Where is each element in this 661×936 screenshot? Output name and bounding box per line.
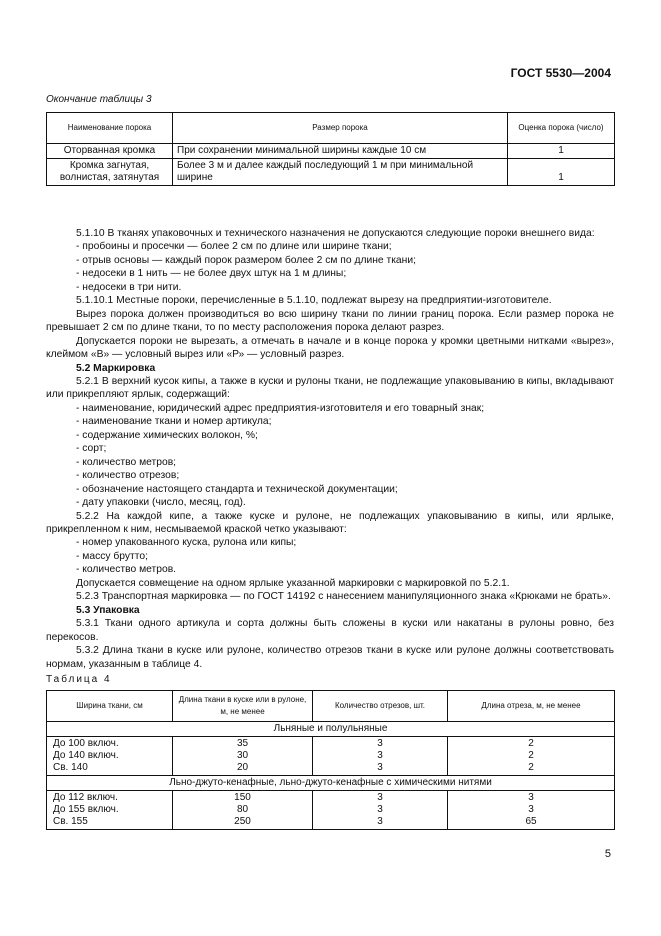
paragraph: 5.3.1 Ткани одного артикула и сорта должны быть сложены в куски или накатаны в рулоны ровно, без перекосов.: [46, 618, 614, 643]
length-value: 20: [236, 762, 249, 773]
table-header-row: [47, 113, 615, 144]
list-item: - недосеки в три нити.: [76, 281, 182, 293]
list-item: - содержание химических волокон, %;: [76, 429, 258, 441]
list-item: - количество метров.: [76, 564, 177, 576]
cut-length-cell: [448, 791, 615, 830]
column-header: Количество отрезов, шт.: [313, 691, 448, 722]
column-header: Оценка порока (число): [508, 113, 615, 144]
group-title: Льно-джуто-кенафные, льно-джуто-кенафные с химическими нитями: [47, 776, 615, 791]
length-cell: [173, 791, 313, 830]
paragraph: 5.1.10.1 Местные пороки, перечисленные в 5.1.10, подлежат вырезу на предприятии-изготовителе.: [76, 295, 552, 307]
body-text: [46, 227, 614, 671]
table-row: [47, 737, 615, 776]
width-value: До 100 включ.: [53, 738, 119, 749]
page-number: 5: [604, 848, 611, 860]
table4-caption: Таблица 4: [46, 674, 112, 685]
list-item: - отрыв основы — каждый порок размером более 2 см по длине ткани;: [76, 254, 416, 266]
list-item: - обозначение настоящего стандарта и технической документации;: [76, 483, 398, 495]
paragraph: 5.2.3 Транспортная маркировка — по ГОСТ 14192 с нанесением манипуляционного знака «Крюками не брать».: [76, 591, 611, 603]
group-title: Льняные и полульняные: [47, 722, 615, 737]
width-value: До 112 включ.: [53, 792, 118, 803]
column-header: Размер порока: [173, 113, 508, 144]
cuts-value: 3: [377, 792, 383, 803]
cuts-cell: [313, 791, 448, 830]
list-item: - пробоины и просечки — более 2 см по длине или ширине ткани;: [76, 241, 392, 253]
list-item: - массу брутто;: [76, 550, 148, 562]
defect-size: Более 3 м и далее каждый последующий 1 м при минимальной ширине: [173, 159, 508, 186]
list-item: - наименование, юридический адрес предприятия-изготовителя и его товарный знак;: [76, 402, 485, 414]
length-value: 150: [234, 792, 251, 803]
cuts-value: 3: [377, 804, 383, 815]
cuts-value: 3: [377, 750, 383, 761]
list-item: - дату упаковки (число, месяц, год).: [76, 497, 246, 509]
width-value: Св. 140: [53, 762, 88, 773]
length-value: 80: [236, 804, 249, 815]
paragraph: Допускается пороки не вырезать, а отмечать в начале и в конце порока у кромки цветными нитками «вырез», клеймом «В» — условный вырез или «Р» — условный разрез.: [46, 335, 614, 361]
width-value: До 155 включ.: [53, 804, 119, 815]
table3-caption: Окончание таблицы 3: [46, 94, 152, 105]
list-item: - количество отрезов;: [76, 470, 180, 482]
list-item: - количество метров;: [76, 456, 177, 468]
group-row: [47, 722, 615, 737]
list-item: - наименование ткани и номер артикула;: [76, 416, 272, 428]
group-row: [47, 776, 615, 791]
cut-length-value: 2: [528, 750, 534, 761]
standard-code: ГОСТ 5530—2004: [510, 66, 611, 80]
defect-size: При сохранении минимальной ширины каждые 10 см: [173, 144, 508, 159]
section-heading: 5.3 Упаковка: [76, 604, 140, 616]
cut-length-value: 2: [528, 738, 534, 749]
table-header-row: [47, 691, 615, 722]
length-value: 30: [236, 750, 249, 761]
cut-length-value: 3: [528, 792, 534, 803]
list-item: - номер упакованного куска, рулона или кипы;: [76, 537, 297, 549]
cut-length-value: 3: [528, 804, 534, 815]
cut-length-value: 65: [525, 816, 537, 827]
paragraph: 5.2.2 На каждой кипе, а также куске и рулоне, не подлежащих упаковыванию в кипы, или ярлыке, прикрепленном к ним, несмываемой краской четко указывают:: [46, 510, 614, 535]
cut-length-value: 2: [528, 762, 534, 773]
defect-grade: 1: [508, 144, 615, 159]
paragraph: Вырез порока должен производиться во всю ширину ткани по линии границ порока. Если размер порока не превышает 2 см по длине ткани, то по месту расположения порока делают разрез.: [46, 308, 614, 334]
defect-name: Оторванная кромка: [47, 144, 173, 159]
section-heading: 5.2 Маркировка: [76, 362, 156, 374]
paragraph: 5.1.10 В тканях упаковочных и технического назначения не допускаются следующие пороки внешнего вида:: [76, 228, 595, 239]
column-header: Длина отреза, м, не менее: [448, 691, 615, 722]
cut-length-cell: [448, 737, 615, 776]
length-cell: [173, 737, 313, 776]
width-value: Св. 155: [53, 816, 88, 827]
fabric-length-table: [46, 690, 615, 830]
paragraph: 5.2.1 В верхний кусок кипы, а также в куски и рулоны ткани, не подлежащие упаковыванию в кипы, вкладывают или прикрепляют ярлык, содержащий:: [46, 375, 614, 401]
list-item: - сорт;: [76, 443, 107, 455]
paragraph: Допускается совмещение на одном ярлыке указанной маркировки с маркировкой по 5.2.1.: [76, 577, 510, 589]
defect-name: Кромка загнутая, волнистая, затянутая: [47, 159, 173, 186]
defects-table: [46, 112, 615, 186]
cuts-value: 3: [377, 738, 383, 749]
width-value: До 140 включ.: [53, 750, 119, 761]
table-row: [47, 791, 615, 830]
length-value: 35: [236, 738, 249, 749]
table-row: [47, 144, 615, 159]
cuts-value: 3: [377, 816, 383, 827]
defect-grade: 1: [508, 159, 615, 186]
list-item: - недосеки в 1 нить — не более двух штук на 1 м длины;: [76, 268, 347, 280]
cuts-cell: [313, 737, 448, 776]
column-header: Ширина ткани, см: [47, 691, 173, 722]
width-cell: [47, 791, 173, 830]
cuts-value: 3: [377, 762, 383, 773]
column-header: Длина ткани в куске или в рулоне, м, не менее: [173, 691, 313, 722]
width-cell: [47, 737, 173, 776]
column-header: Наименование порока: [47, 113, 173, 144]
length-value: 250: [234, 816, 251, 827]
table-row: [47, 159, 615, 186]
paragraph: 5.3.2 Длина ткани в куске или рулоне, количество отрезов ткани в куске или рулоне должны соответствовать нормам, указанным в таблице 4.: [46, 645, 614, 670]
